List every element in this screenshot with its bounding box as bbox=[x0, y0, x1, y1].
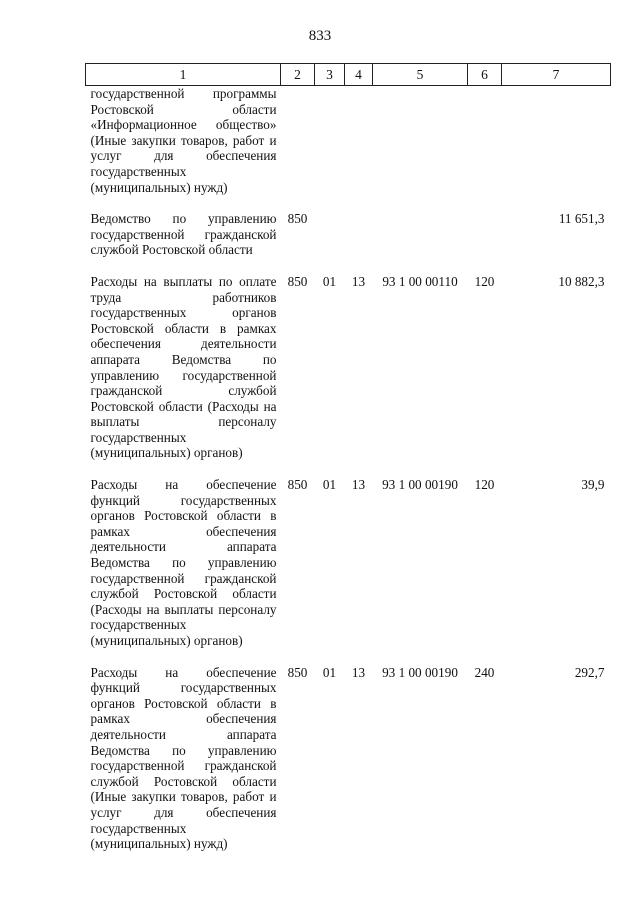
cell-col4 bbox=[345, 86, 373, 196]
row-name: Расходы на обеспечение функций государственных органов Ростовской области в рамках обеспечения деятельности аппарата Ведомства по управлению государственной гражданской службой Ростовской области (Иные закупки товаров, работ и услуг для обеспечения государственных (муниципальных) нужд) bbox=[90, 664, 277, 852]
cell-col5 bbox=[373, 195, 468, 258]
column-header-6: 6 bbox=[468, 64, 502, 86]
cell-col6 bbox=[468, 195, 502, 258]
cell-col3: 01 bbox=[322, 664, 337, 680]
cell-col3: 01 bbox=[322, 273, 337, 289]
cell-col2 bbox=[281, 86, 315, 196]
column-header-5: 5 bbox=[373, 64, 468, 86]
cell-col2: 850 bbox=[287, 211, 308, 227]
column-header-7: 7 bbox=[502, 64, 611, 86]
cell-col3: 01 bbox=[322, 477, 337, 493]
row-name: Расходы на обеспечение функций государственных органов Ростовской области в рамках обеспечения деятельности аппарата Ведомства по управлению государственной гражданской службой Ростовской области (Расходы на выплаты персоналу государственных (муниципальных) органов) bbox=[90, 477, 277, 648]
budget-table bbox=[85, 63, 611, 852]
cell-col4: 13 bbox=[351, 273, 366, 289]
cell-col3 bbox=[315, 195, 345, 258]
row-name: государственной программы Ростовской области «Информационное общество» (Иные закупки товаров, работ и услуг для обеспечения государственных (муниципальных) нужд) bbox=[90, 86, 277, 195]
cell-col5: 93 1 00 00110 bbox=[382, 273, 458, 289]
column-header-1: 1 bbox=[86, 64, 281, 86]
cell-col2: 850 bbox=[287, 273, 308, 289]
cell-col2: 850 bbox=[287, 477, 308, 493]
column-header-2: 2 bbox=[281, 64, 315, 86]
cell-col6 bbox=[468, 86, 502, 196]
table-row bbox=[86, 461, 611, 649]
cell-col6: 120 bbox=[474, 477, 495, 493]
cell-col6: 240 bbox=[474, 664, 495, 680]
page-number: 833 bbox=[308, 28, 332, 44]
table-row bbox=[86, 86, 611, 196]
cell-col5 bbox=[373, 86, 468, 196]
cell-col3 bbox=[315, 86, 345, 196]
column-header-4: 4 bbox=[345, 64, 373, 86]
column-header-3: 3 bbox=[315, 64, 345, 86]
cell-col4 bbox=[345, 195, 373, 258]
row-name: Расходы на выплаты по оплате труда работников государственных органов Ростовской области в рамках обеспечения деятельности аппарата Ведомства по управлению государственной гражданской службой Ростовской области (Расходы на выплаты персоналу государственных (муниципальных) органов) bbox=[90, 273, 277, 461]
cell-amount: 11 651,3 bbox=[558, 211, 605, 227]
table-row bbox=[86, 195, 611, 258]
cell-amount: 292,7 bbox=[574, 664, 605, 680]
cell-col4: 13 bbox=[351, 664, 366, 680]
cell-amount bbox=[502, 86, 611, 196]
cell-amount: 10 882,3 bbox=[558, 273, 605, 289]
cell-col5: 93 1 00 00190 bbox=[382, 664, 458, 680]
row-name: Ведомство по управлению государственной гражданской службой Ростовской области bbox=[90, 211, 277, 258]
table-row bbox=[86, 649, 611, 852]
cell-col4: 13 bbox=[351, 477, 366, 493]
table-row bbox=[86, 258, 611, 461]
cell-col6: 120 bbox=[474, 273, 495, 289]
table-header-row bbox=[86, 64, 611, 86]
cell-col2: 850 bbox=[287, 664, 308, 680]
cell-col5: 93 1 00 00190 bbox=[382, 477, 458, 493]
cell-amount: 39,9 bbox=[581, 477, 605, 493]
